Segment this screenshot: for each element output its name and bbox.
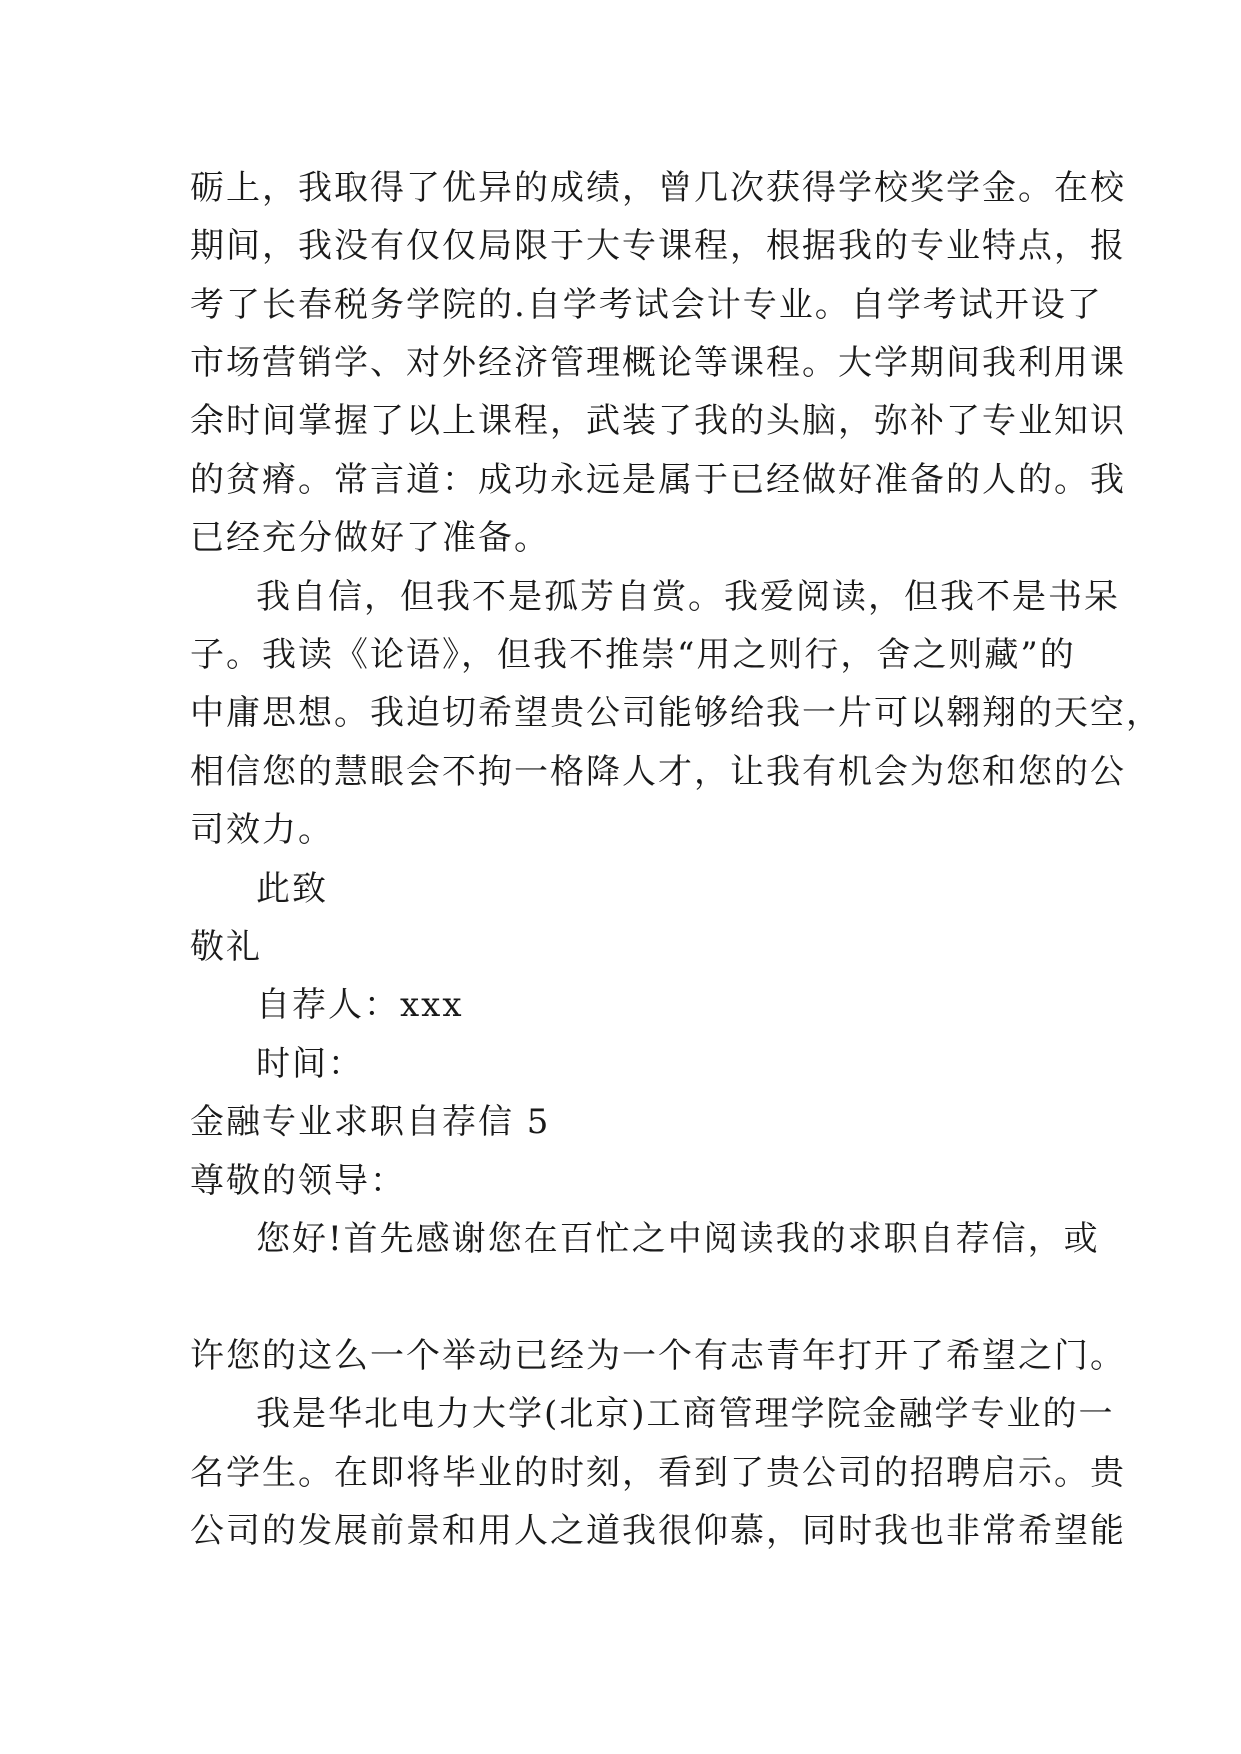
closing-salutation: 此致: [256, 869, 328, 909]
section-title: 金融专业求职自荐信 5: [190, 1102, 551, 1142]
closing-regards: 敬礼: [190, 927, 262, 967]
body-text-line: 余时间掌握了以上课程，武装了我的头脑，弥补了专业知识: [190, 401, 1126, 441]
body-text-line: 市场营销学、对外经济管理概论等课程。大学期间我利用课: [190, 343, 1126, 383]
signature-name: 自荐人：xxx: [256, 985, 464, 1025]
body-text-line: 司效力。: [190, 810, 334, 850]
body-text-line: 的贫瘠。常言道：成功永远是属于已经做好准备的人的。我: [190, 460, 1126, 500]
paragraph-first-line: 我自信，但我不是孤芳自赏。我爱阅读，但我不是书呆: [256, 577, 1120, 617]
body-text-line: 期间，我没有仅仅局限于大专课程，根据我的专业特点，报: [190, 226, 1126, 266]
body-text-line: 已经充分做好了准备。: [190, 518, 550, 558]
body-text-line: 砺上，我取得了优异的成绩，曾几次获得学校奖学金。在校: [190, 168, 1126, 208]
body-text-line: 许您的这么一个举动已经为一个有志青年打开了希望之门。: [190, 1336, 1126, 1376]
body-text-line: 名学生。在即将毕业的时刻，看到了贵公司的招聘启示。贵: [190, 1453, 1126, 1493]
signature-date: 时间：: [256, 1044, 364, 1084]
body-text-line: 考了长春税务学院的.自学考试会计专业。自学考试开设了: [190, 285, 1103, 325]
body-text-line: 公司的发展前景和用人之道我很仰慕，同时我也非常希望能: [190, 1511, 1126, 1551]
paragraph-first-line: 我是华北电力大学(北京)工商管理学院金融学专业的一: [256, 1394, 1115, 1434]
body-text-line: 相信您的慧眼会不拘一格降人才，让我有机会为您和您的公: [190, 752, 1126, 792]
paragraph-first-line: 您好!首先感谢您在百忙之中阅读我的求职自荐信，或: [256, 1219, 1100, 1259]
body-text-line: 中庸思想。我迫切希望贵公司能够给我一片可以翱翔的天空，: [190, 693, 1162, 733]
greeting: 尊敬的领导：: [190, 1161, 406, 1201]
body-text-line: 子。我读《论语》，但我不推崇“用之则行，舍之则藏”的: [190, 635, 1076, 675]
